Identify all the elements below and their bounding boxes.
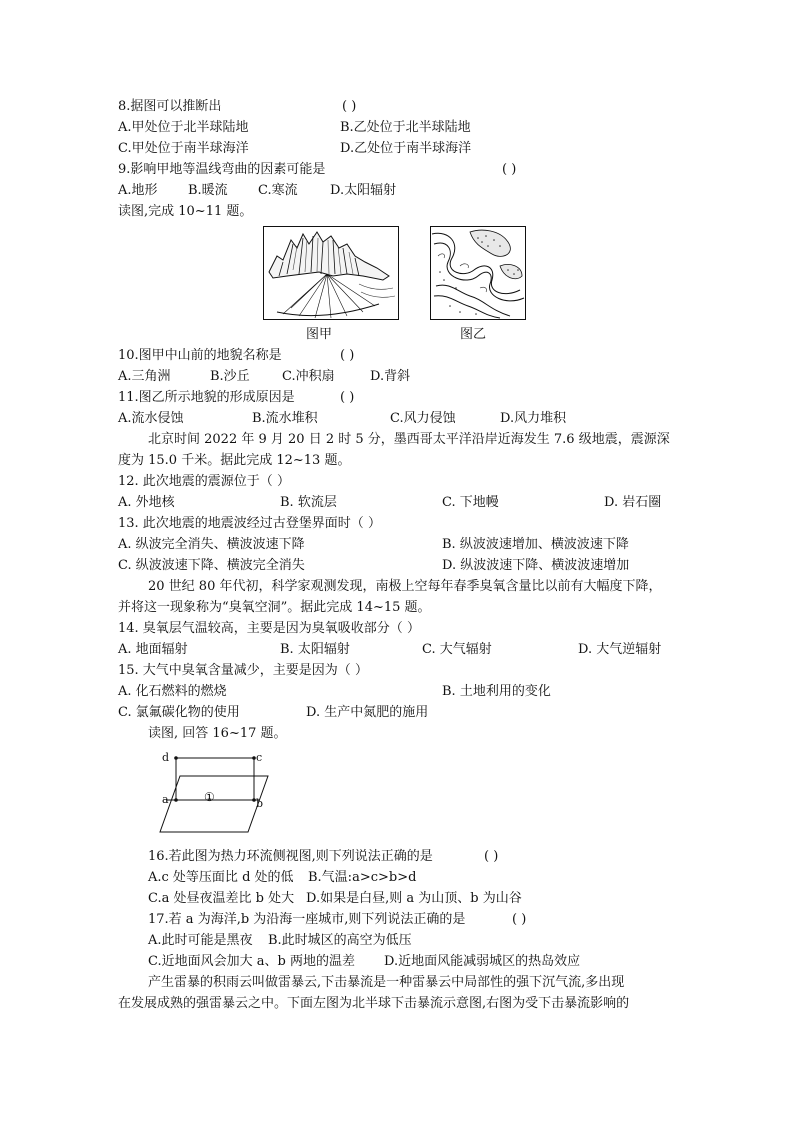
label-circle-1: ① bbox=[204, 790, 215, 804]
figure-yi-river-landform-image bbox=[430, 226, 526, 320]
q10-option-b: B.沙丘 bbox=[210, 369, 250, 384]
q8-option-b: B.乙处位于北半球陆地 bbox=[340, 120, 471, 135]
q13-stem: 13. 此次地震的地震波经过古登堡界面时（ ） bbox=[118, 516, 381, 531]
q16-option-b: B.气温:a>c>b>d bbox=[308, 870, 417, 885]
q11-option-b: B.流水堆积 bbox=[252, 411, 318, 426]
q17-option-a: A.此时可能是黑夜 bbox=[148, 933, 253, 948]
q13-option-d: D. 纵波波速下降、横波波速增加 bbox=[442, 558, 630, 573]
q11-option-d: D.风力堆积 bbox=[500, 411, 567, 426]
q9-stem: 9.影响甲地等温线弯曲的因素可能是 bbox=[118, 162, 326, 177]
q11-answer-paren: ( ) bbox=[340, 390, 355, 405]
q12-stem: 12. 此次地震的震源位于（ ） bbox=[118, 474, 290, 489]
q14-option-a: A. 地面辐射 bbox=[118, 642, 188, 657]
q9-answer-paren: ( ) bbox=[502, 162, 517, 177]
q12-option-c: C. 下地幔 bbox=[442, 495, 499, 510]
q17-option-b: B.此时城区的高空为低压 bbox=[268, 933, 412, 948]
q16-answer-paren: ( ) bbox=[484, 849, 499, 864]
point-d-dot bbox=[174, 756, 178, 760]
q15-option-d: D. 生产中氮肥的施用 bbox=[306, 705, 429, 720]
q16-option-d: D.如果是白昼,则 a 为山顶、b 为山谷 bbox=[306, 891, 522, 906]
q11-stem: 11.图乙所示地貌的形成原因是 bbox=[118, 390, 295, 405]
label-a: a bbox=[162, 793, 169, 806]
q10-stem: 10.图甲中山前的地貌名称是 bbox=[118, 348, 282, 363]
q13-option-a: A. 纵波完全消失、横波波速下降 bbox=[118, 537, 305, 552]
q8-option-a: A.甲处位于北半球陆地 bbox=[118, 120, 249, 135]
q11-option-a: A.流水侵蚀 bbox=[118, 411, 184, 426]
q10-option-d: D.背斜 bbox=[370, 369, 411, 384]
q12-option-a: A. 外地核 bbox=[118, 495, 175, 510]
label-d: d bbox=[162, 751, 170, 764]
q9-option-b: B.暖流 bbox=[188, 183, 228, 198]
q14-option-c: C. 大气辐射 bbox=[422, 642, 492, 657]
q15-option-b: B. 土地利用的变化 bbox=[442, 684, 551, 699]
q8-stem: 8.据图可以推断出 bbox=[118, 99, 222, 114]
q17-option-c: C.近地面风会加大 a、b 两地的温差 bbox=[148, 954, 355, 969]
label-c: c bbox=[256, 751, 263, 764]
q15-option-a: A. 化石燃料的燃烧 bbox=[118, 684, 227, 699]
q12-option-d: D. 岩石圈 bbox=[604, 495, 662, 510]
q17-option-d: D.近地面风能减弱城区的热岛效应 bbox=[384, 954, 581, 969]
intro-downburst-line1: 产生雷暴的积雨云叫做雷暴云,下击暴流是一种雷暴云中局部性的强下沉气流,多出现 bbox=[148, 975, 625, 990]
point-a-dot bbox=[174, 798, 178, 802]
figure-jia-caption: 图甲 bbox=[306, 327, 333, 342]
q16-option-a: A.c 处等压面比 d 处的低 bbox=[148, 870, 294, 885]
q9-option-d: D.太阳辐射 bbox=[330, 183, 397, 198]
intro-downburst-line2: 在发展成熟的强雷暴云之中。下面左图为北半球下击暴流示意图,右图为受下击暴流影响的 bbox=[118, 996, 630, 1011]
q14-stem: 14. 臭氧层气温较高，主要是因为臭氧吸收部分（ ） bbox=[118, 621, 420, 636]
q11-option-c: C.风力侵蚀 bbox=[390, 411, 456, 426]
q10-option-c: C.冲积扇 bbox=[282, 369, 335, 384]
q15-option-c: C. 氯氟碳化物的使用 bbox=[118, 705, 240, 720]
q14-option-d: D. 大气逆辐射 bbox=[578, 642, 662, 657]
intro-16-17: 读图, 回答 16~17 题。 bbox=[148, 726, 287, 741]
q8-option-c: C.甲处位于南半球海洋 bbox=[118, 141, 249, 156]
q13-option-b: B. 纵波波速增加、横波波速下降 bbox=[442, 537, 629, 552]
label-b: b bbox=[256, 797, 264, 810]
q10-option-a: A.三角洲 bbox=[118, 369, 171, 384]
intro-12-13-line1: 北京时间 2022 年 9 月 20 日 2 时 5 分，墨西哥太平洋沿岸近海发生 7.6 级地震，震源深 bbox=[148, 432, 670, 447]
figure-jia-alluvial-fan-image bbox=[263, 226, 399, 320]
q16-option-c: C.a 处昼夜温差比 b 处大 bbox=[148, 891, 295, 906]
q12-option-b: B. 软流层 bbox=[280, 495, 337, 510]
q8-answer-paren: ( ) bbox=[342, 99, 357, 114]
q17-stem: 17.若 a 为海洋,b 为沿海一座城市,则下列说法正确的是 bbox=[148, 912, 466, 927]
q15-stem: 15. 大气中臭氧含量减少，主要是因为（ ） bbox=[118, 663, 368, 678]
intro-12-13-line2: 度为 15.0 千米。据此完成 12~13 题。 bbox=[118, 453, 351, 468]
intro-14-15-line1: 20 世纪 80 年代初，科学家观测发现，南极上空每年春季臭氧含量比以前有大幅度下降， bbox=[148, 579, 662, 594]
intro-14-15-line2: 并将这一现象称为“臭氧空洞”。据此完成 14~15 题。 bbox=[118, 600, 431, 615]
q13-option-c: C. 纵波波速下降、横波完全消失 bbox=[118, 558, 305, 573]
q14-option-b: B. 太阳辐射 bbox=[280, 642, 350, 657]
q17-answer-paren: ( ) bbox=[512, 912, 527, 927]
q8-option-d: D.乙处位于南半球海洋 bbox=[340, 141, 472, 156]
intro-10-11: 读图,完成 10~11 题。 bbox=[118, 204, 253, 219]
q10-answer-paren: ( ) bbox=[340, 348, 355, 363]
q9-option-c: C.寒流 bbox=[258, 183, 298, 198]
q9-option-a: A.地形 bbox=[118, 183, 158, 198]
figure-yi-caption: 图乙 bbox=[460, 327, 487, 342]
q16-stem: 16.若此图为热力环流侧视图,则下列说法正确的是 bbox=[148, 849, 433, 864]
